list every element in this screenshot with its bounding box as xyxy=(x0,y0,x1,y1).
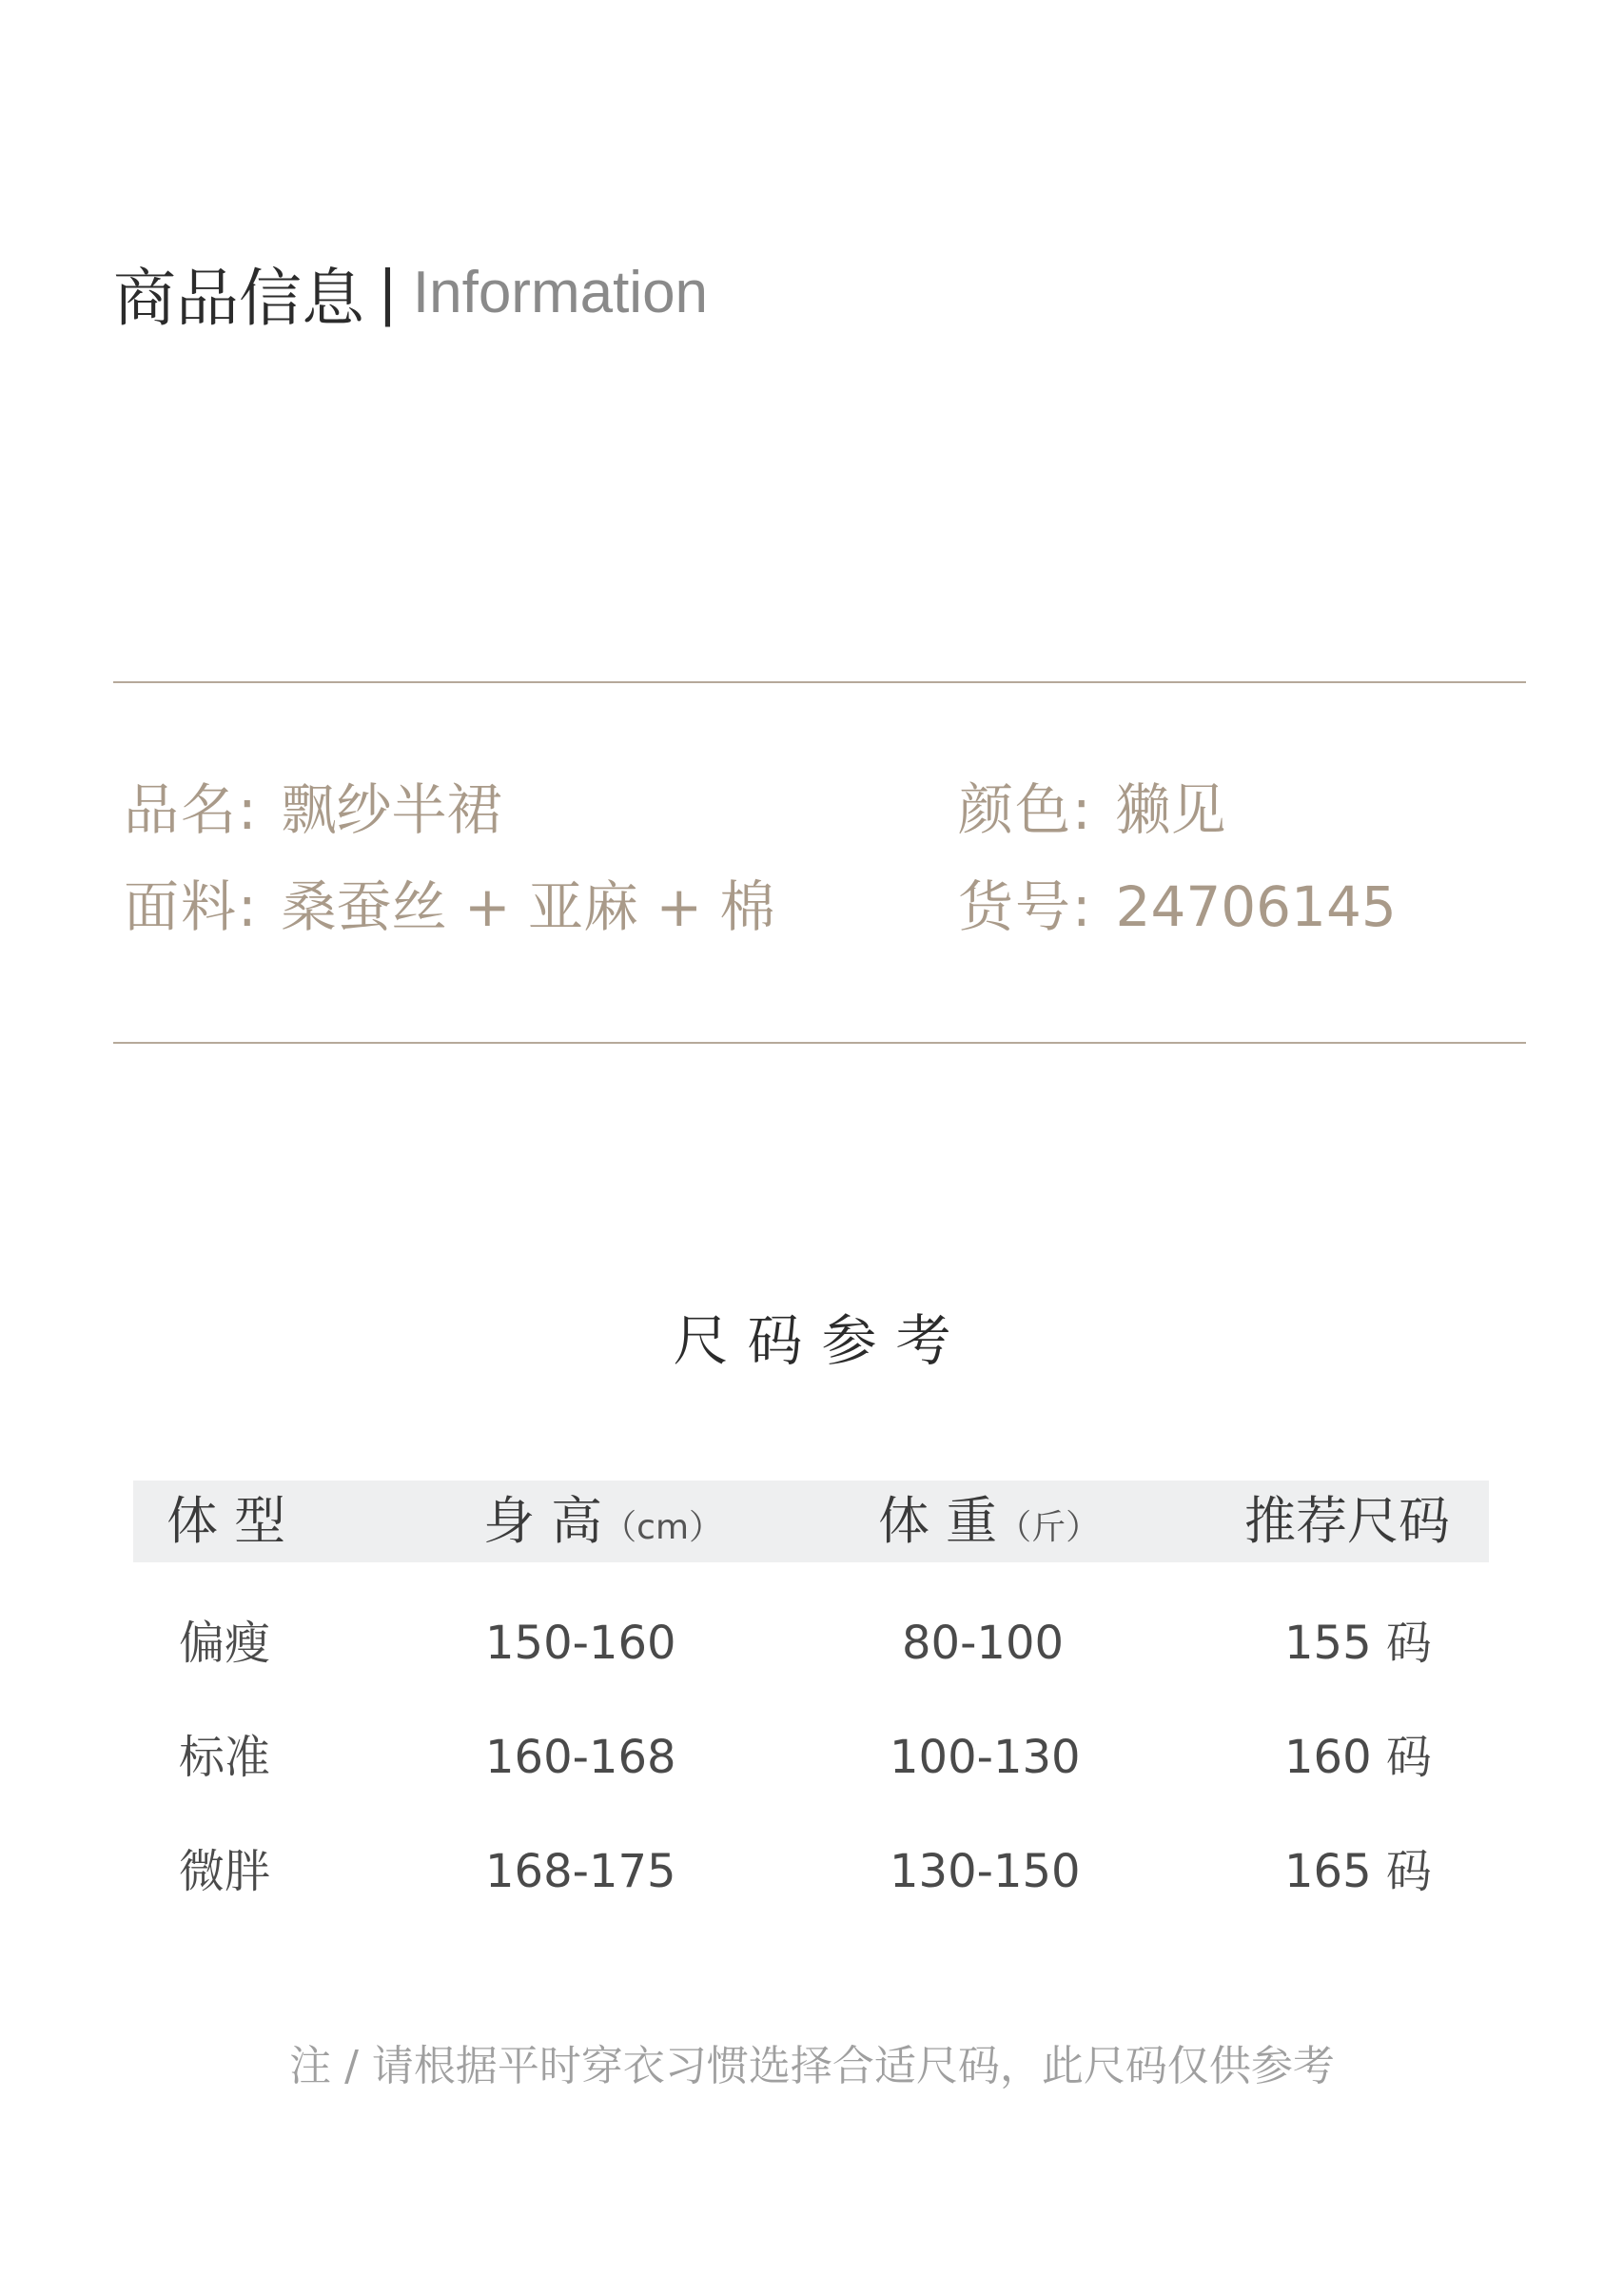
header-height: 身 高（cm） xyxy=(483,1491,724,1551)
product-name-row xyxy=(124,777,502,842)
table-row xyxy=(133,1814,1489,1929)
size-table xyxy=(133,1481,1489,1929)
size-note: 注 / 请根据平时穿衣习惯选择合适尺码，此尺码仅供参考 xyxy=(289,2042,1335,2090)
cell-weight: 130-150 xyxy=(890,1845,1081,1898)
cell-body-type: 偏瘦 xyxy=(179,1617,271,1670)
cell-recommended-size: 165 码 xyxy=(1284,1845,1432,1898)
product-sku-value: 24706145 xyxy=(1115,874,1397,939)
product-fabric-row xyxy=(124,874,775,939)
bottom-divider xyxy=(113,1042,1526,1044)
header-title-en: Information xyxy=(412,259,709,325)
product-color-label: 颜色: xyxy=(958,777,1093,842)
product-color-row xyxy=(958,777,1226,842)
cell-recommended-size: 160 码 xyxy=(1284,1731,1432,1784)
top-divider xyxy=(113,681,1526,683)
table-row xyxy=(133,1586,1489,1700)
size-section-title: 尺码参考 xyxy=(673,1308,970,1373)
size-table-header xyxy=(133,1481,1489,1562)
header-height-unit: （cm） xyxy=(602,1508,724,1547)
cell-body-type: 标准 xyxy=(179,1731,271,1784)
product-name-label: 品名: xyxy=(124,777,259,842)
product-sku-row xyxy=(958,874,1397,939)
cell-weight: 80-100 xyxy=(902,1617,1065,1670)
product-fabric-label: 面料: xyxy=(124,874,259,939)
cell-height: 150-160 xyxy=(485,1617,676,1670)
cell-height: 168-175 xyxy=(485,1845,676,1898)
product-color-value: 獭见 xyxy=(1115,777,1226,842)
header-title-zh: 商品信息 xyxy=(113,261,364,335)
header-body-type: 体 型 xyxy=(166,1491,286,1551)
cell-weight: 100-130 xyxy=(890,1731,1081,1784)
header-weight: 体 重（斤） xyxy=(878,1491,1101,1551)
header-separator: | xyxy=(378,257,398,327)
product-fabric-value: 桑蚕丝 + 亚麻 + 棉 xyxy=(281,874,775,939)
cell-height: 160-168 xyxy=(485,1731,676,1784)
cell-body-type: 微胖 xyxy=(179,1845,271,1898)
table-row xyxy=(133,1700,1489,1814)
product-name-value: 飘纱半裙 xyxy=(281,777,502,842)
cell-recommended-size: 155 码 xyxy=(1284,1617,1432,1670)
header-weight-unit: （斤） xyxy=(997,1508,1101,1547)
header-recommended-size: 推荐尺码 xyxy=(1244,1491,1450,1551)
product-sku-label: 货号: xyxy=(958,874,1093,939)
page-header xyxy=(113,249,708,335)
